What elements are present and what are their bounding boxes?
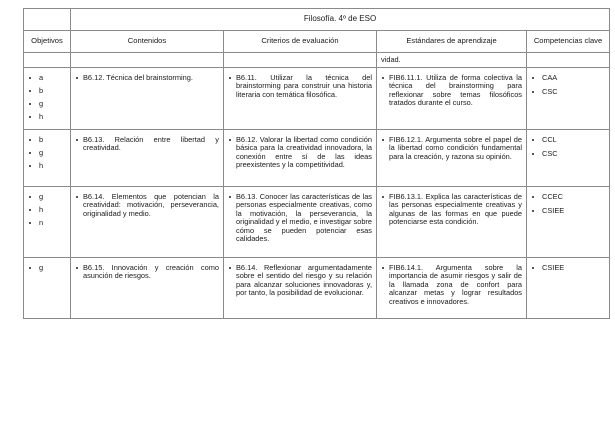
competencia-item: CSC xyxy=(531,88,609,96)
header-criterios: Criterios de evaluación xyxy=(224,31,377,53)
competencia-item: CCL xyxy=(531,136,609,144)
competencias-cell xyxy=(527,187,610,258)
competencias-list xyxy=(527,68,609,97)
estandar-text: FIB6.14.1. Argumenta sobre la importancia de asumir riesgos y salir de la llamada zona de confort para alcanzar metas y lograr resultados creativos e innovadores. xyxy=(377,258,526,309)
objetivos-list xyxy=(24,130,70,170)
contenido-text: B6.14. Elementos que potencian la creatividad: motivación, perseverancia, originalidad y medio. xyxy=(71,187,223,221)
course-title: Filosofía. 4º de ESO xyxy=(71,9,610,31)
estandar-text: FIB6.12.1. Argumenta sobre el papel de la libertad como condición fundamental para la creación, y razona su opinión. xyxy=(377,130,526,164)
competencias-cell xyxy=(527,258,610,319)
header-estandares: Estándares de aprendizaje xyxy=(377,31,527,53)
competencias-list xyxy=(527,187,609,216)
objetivo-item: b xyxy=(28,136,70,144)
table-row xyxy=(24,130,610,187)
objetivo-item: g xyxy=(28,100,70,108)
criterio-text: B6.12. Valorar la libertad como condición básica para la creatividad innovadora, la conexión entre sí de las ideas preexistentes y la competitividad. xyxy=(224,130,376,173)
header-contenidos: Contenidos xyxy=(71,31,224,53)
objetivo-item: n xyxy=(28,219,70,227)
contenido-text: B6.13. Relación entre libertad y creatividad. xyxy=(71,130,223,156)
objetivo-item: g xyxy=(28,149,70,157)
empty-corner-cell xyxy=(24,9,71,31)
objetivos-list xyxy=(24,187,70,227)
curriculum-table xyxy=(23,8,610,319)
objetivo-item: a xyxy=(28,74,70,82)
table-row xyxy=(24,258,610,319)
competencia-item: CCEC xyxy=(531,193,609,201)
continuation-text: vidad. xyxy=(381,55,401,64)
competencia-item: CAA xyxy=(531,74,609,82)
criterio-text: B6.13. Conocer las características de las personas especialmente creativas, como la motivación, la perseverancia, la originalidad y el medio, e investigar sobre cómo se pueden potenciar esas calidades. xyxy=(224,187,376,246)
objetivo-item: g xyxy=(28,264,70,272)
competencias-list xyxy=(527,130,609,159)
table-row xyxy=(24,68,610,130)
estandar-text: FIB6.13.1. Explica las características de las personas especialmente creativas y algunas de las formas en que puede potenciarse esta condición. xyxy=(377,187,526,230)
objetivos-cell xyxy=(24,258,71,319)
table-row xyxy=(24,187,610,258)
continuation-row xyxy=(24,53,610,68)
objetivos-cell xyxy=(24,130,71,187)
estandar-text: FIB6.11.1. Utiliza de forma colectiva la técnica del brainstorming para reflexionar sobre temas filosóficos tratados durante el curso. xyxy=(377,68,526,111)
competencias-cell xyxy=(527,130,610,187)
header-competencias: Competencias clave xyxy=(527,31,610,53)
criterio-text: B6.11. Utilizar la técnica del brainstorming para construir una historia literaria con temática filosófica. xyxy=(224,68,376,102)
competencias-list xyxy=(527,258,609,272)
header-objetivos: Objetivos xyxy=(24,31,71,53)
objetivo-item: h xyxy=(28,162,70,170)
objetivo-item: h xyxy=(28,113,70,121)
contenido-text: B6.12. Técnica del brainstorming. xyxy=(71,68,223,85)
competencia-item: CSC xyxy=(531,150,609,158)
competencia-item: CSIEE xyxy=(531,264,609,272)
competencias-cell xyxy=(527,68,610,130)
competencia-item: CSIEE xyxy=(531,207,609,215)
objetivo-item: g xyxy=(28,193,70,201)
objetivo-item: h xyxy=(28,206,70,214)
objetivos-list xyxy=(24,68,70,121)
objetivo-item: b xyxy=(28,87,70,95)
contenido-text: B6.15. Innovación y creación como asunción de riesgos. xyxy=(71,258,223,284)
objetivos-list xyxy=(24,258,70,272)
criterio-text: B6.14. Reflexionar argumentadamente sobre el sentido del riesgo y su relación para alcanzar soluciones innovadoras y, por tanto, la posibilidad de evolucionar. xyxy=(224,258,376,301)
objetivos-cell xyxy=(24,187,71,258)
objetivos-cell xyxy=(24,68,71,130)
